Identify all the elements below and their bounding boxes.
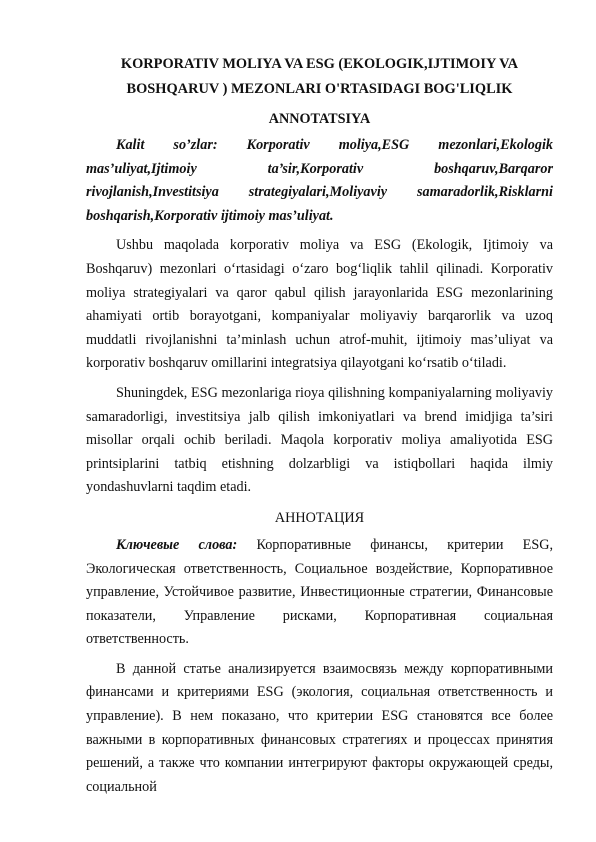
keywords-uz-text: Korporativ moliya,ESG mezonlari,Ekologik mas’uliyat,Ijtimoiy ta’sir,Korporativ boshqaruv,Barqaror rivojlanish,Investitsiya strategiyalari,Moliyaviy samaradorlik,Risklarni boshqarish,Korporativ ijtimoiy mas’uliyat.	[86, 137, 554, 224]
paper-title-line-1: KORPORATIV MOLIYA VA ESG (EKOLOGIK,IJTIMOIY VA	[120, 56, 519, 72]
annotation-uz-heading: ANNOTATSIYA	[268, 111, 371, 127]
keywords-ru	[86, 534, 553, 652]
keywords-uz	[86, 134, 553, 228]
abstract-uz-paragraph-1: Ushbu maqolada korporativ moliya va ESG (Ekologik, Ijtimoiy va Boshqaruv) mezonlari o‘rtasidagi o‘zaro bog‘liqlik tahlil qilinadi. Korporativ moliya strategiyalari va qaror qabul qilish jarayonlarida ESG mezonlarining ahamiyati ortib borayotgani, kompaniyalar moliyaviy barqarorlik va uzoq muddatli rivojlanishni ta’minlash uchun atrof-muhit, ijtimoiy mas’uliyat va korporativ boshqaruv omillarini integratsiya qilayotgani ko‘rsatib o‘tiladi.	[86, 237, 553, 372]
paper-title	[86, 52, 553, 102]
document-page	[86, 52, 553, 805]
keywords-uz-label: Kalit so’zlar:	[116, 137, 218, 153]
keywords-ru-text: Корпоративные финансы, критерии ESG, Экологическая ответственность, Социальное воздействие, Корпоративное управление, Устойчивое развитие, Инвестиционные стратегии, Финансовые показатели, Управление рисками, Корпоративная социальная ответственность.	[86, 536, 554, 648]
keywords-ru-label: Ключевые слова:	[116, 536, 238, 553]
abstract-uz-paragraph-2: Shuningdek, ESG mezonlariga rioya qilishning kompaniyalarning moliyaviy samaradorligi, investitsiya jalb qilish imkoniyatlari va brend imidjiga ta’siri misollar orqali ochib beriladi. Maqola korporativ moliya amaliyotida ESG printsiplarini tatbiq etishning dolzarbligi va istiqbollari haqida ilmiy yondashuvlarni taqdim etadi.	[86, 384, 553, 496]
abstract-ru-paragraph-1: В данной статье анализируется взаимосвязь между корпоративными финансами и критериями ESG (экология, социальная ответственность и управление). В нем показано, что критерии ESG становятся все более важными в корпоративных финансовых стратегиях и процессах принятия решений, а также что компании интегрируют факторы окружающей среды, социальной	[86, 660, 553, 795]
annotation-ru-heading: АННОТАЦИЯ	[274, 509, 365, 526]
paper-title-line-2: BOSHQARUV ) MEZONLARI O'RTASIDAGI BOG'LIQLIK	[126, 81, 513, 97]
